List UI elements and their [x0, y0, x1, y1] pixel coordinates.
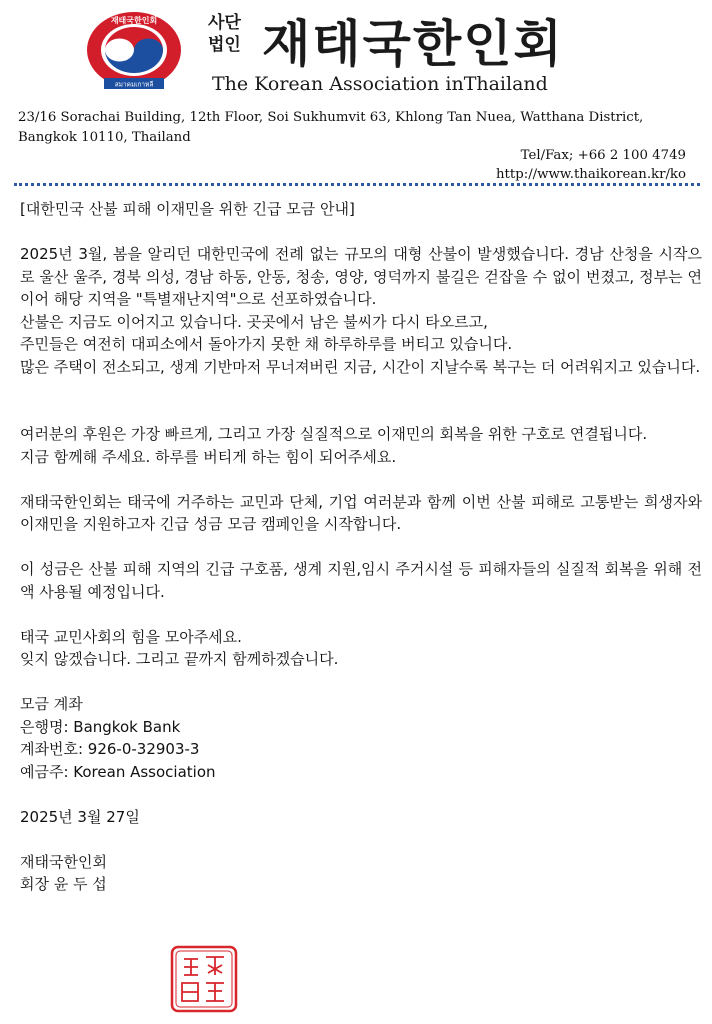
- paragraph-2: 여러분의 후원은 가장 빠르게, 그리고 가장 실질적으로 이재민의 회복을 위한 구호로 연결됩니다.: [20, 425, 648, 443]
- paragraph-1: 2025년 3월, 봄을 알리던 대한민국에 전례 없는 규모의 대형 산불이 발생했습니다. 경남 산청을 시작으로 울산 울주, 경북 의성, 경남 하동, 안동, 청송, 영양, 영덕까지 불길은 걷잡을 수 없이 번졌고, 정부는 연이어 해당 지역을 "특별재난지역"으로 선포하였습니다.: [20, 245, 702, 308]
- logo-bottom-text: สมาคมเกาหลี: [114, 80, 154, 89]
- website-link[interactable]: http://www.thaikorean.kr/ko: [495, 167, 686, 182]
- paragraph-5-line-2: 잊지 않겠습니다. 그리고 끝까지 함께하겠습니다.: [20, 650, 339, 668]
- paragraph-5-line-1: 태국 교민사회의 힘을 모아주세요.: [20, 627, 242, 646]
- divider: [14, 183, 700, 186]
- org-type-label: 사단 법인: [208, 13, 241, 55]
- paragraph-1-line-2: 산불은 지금도 이어지고 있습니다. 곳곳에서 남은 불씨가 다시 타오르고,: [20, 312, 488, 331]
- official-seal: [170, 945, 238, 1013]
- letterhead: [0, 0, 712, 190]
- paragraph-4: 이 성금은 산불 피해 지역의 긴급 구호품, 생계 지원,임시 주거시설 등 피해자들의 실질적 회복을 위해 전액 사용될 예정입니다.: [20, 560, 702, 601]
- telfax: Tel/Fax; +66 2 100 4749: [520, 148, 686, 163]
- letter-date: 2025년 3월 27일: [20, 807, 140, 826]
- org-name-english: The Korean Association inThailand: [212, 73, 548, 95]
- paragraph-1-line-4: 많은 주택이 전소되고, 생계 기반마저 무너져버린 지금, 시간이 지날수록 복구는 더 어려워지고 있습니다.: [20, 357, 701, 376]
- letter-title: [대한민국 산불 피해 이재민을 위한 긴급 모금 안내]: [20, 200, 355, 218]
- signature-name: 회장 윤 두 섭: [20, 875, 107, 893]
- paragraph-2-line-2: 지금 함께해 주세요. 하루를 버티게 하는 힘이 되어주세요.: [20, 447, 397, 466]
- org-name-korean: 재태국한인회: [262, 15, 564, 73]
- signature-org: 재태국한인회: [20, 852, 107, 871]
- contact-info: [496, 146, 686, 184]
- paragraph-3: 재태국한인회는 태국에 거주하는 교민과 단체, 기업 여러분과 함께 이번 산불 피해로 고통받는 희생자와 이재민을 지원하고자 긴급 성금 모금 캠페인을 시작합니다.: [20, 492, 702, 533]
- account-holder: 예금주: Korean Association: [20, 762, 216, 781]
- letter-body: [20, 198, 702, 896]
- account-heading: 모금 계좌: [20, 695, 83, 713]
- association-logo: [84, 10, 184, 96]
- account-number: 계좌번호: 926-0-32903-3: [20, 740, 200, 758]
- paragraph-1-line-3: 주민들은 여전히 대피소에서 돌아가지 못한 채 하루하루를 버티고 있습니다.: [20, 335, 513, 353]
- logo-ring-text: 재태국한인회: [110, 16, 158, 25]
- bank-name: 은행명: Bangkok Bank: [20, 717, 181, 736]
- address: 23/16 Sorachai Building, 12th Floor, Soi Sukhumvit 63, Khlong Tan Nuea, Watthana District, Bangkok 10110, Thailand: [18, 110, 644, 145]
